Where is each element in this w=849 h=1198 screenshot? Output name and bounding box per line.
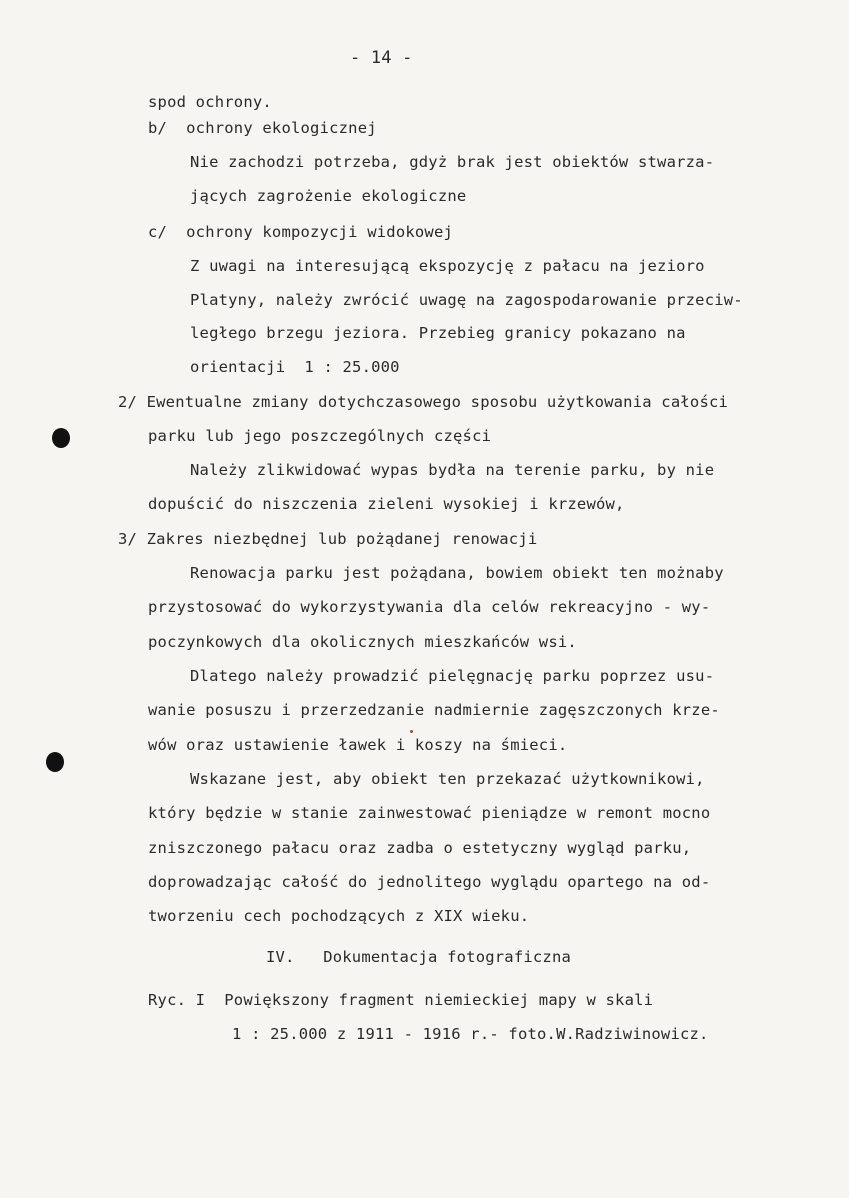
text-line: 3/ Zakres niezbędnej lub pożądanej renowacji	[118, 530, 538, 548]
text-line: 2/ Ewentualne zmiany dotychczasowego sposobu użytkowania całości	[118, 393, 729, 411]
text-line: Ryc. I Powiększony fragment niemieckiej mapy w skali	[148, 991, 654, 1009]
text-line: który będzie w stanie zainwestować pieniądze w remont mocno	[148, 804, 711, 822]
text-line: Dlatego należy prowadzić pielęgnację parku poprzez usu-	[190, 667, 715, 685]
text-line: orientacji 1 : 25.000	[190, 358, 400, 376]
text-line: doprowadzając całość do jednolitego wyglądu opartego na od-	[148, 873, 711, 891]
text-line: jących zagrożenie ekologiczne	[190, 187, 467, 205]
text-line: dopuścić do niszczenia zieleni wysokiej i krzewów,	[148, 495, 625, 513]
text-line: przystosować do wykorzystywania dla celów rekreacyjno - wy-	[148, 598, 711, 616]
text-line: poczynkowych dla okolicznych mieszkańców wsi.	[148, 633, 577, 651]
text-line: wanie posuszu i przerzedzanie nadmiernie zagęszczonych krze-	[148, 701, 720, 719]
punch-hole	[52, 428, 70, 448]
text-line: Wskazane jest, aby obiekt ten przekazać użytkownikowi,	[190, 770, 705, 788]
text-line: parku lub jego poszczególnych części	[148, 427, 492, 445]
text-line: Z uwagi na interesującą ekspozycję z pałacu na jezioro	[190, 257, 705, 275]
ink-mark	[410, 730, 413, 733]
text-line: tworzeniu cech pochodzących z XIX wieku.	[148, 907, 530, 925]
text-line: Nie zachodzi potrzeba, gdyż brak jest obiektów stwarza-	[190, 153, 715, 171]
text-line: Platyny, należy zwrócić uwagę na zagospodarowanie przeciw-	[190, 291, 743, 309]
text-line: b/ ochrony ekologicznej	[148, 119, 377, 137]
text-line: spod ochrony.	[148, 93, 272, 111]
text-line: ległego brzegu jeziora. Przebieg granicy pokazano na	[190, 324, 686, 342]
section-heading: IV. Dokumentacja fotograficzna	[266, 948, 572, 966]
text-line: Renowacja parku jest pożądana, bowiem obiekt ten możnaby	[190, 564, 724, 582]
punch-hole	[46, 752, 64, 772]
text-line: 1 : 25.000 z 1911 - 1916 r.- foto.W.Radziwinowicz.	[232, 1025, 709, 1043]
text-line: Należy zlikwidować wypas bydła na terenie parku, by nie	[190, 461, 715, 479]
text-line: wów oraz ustawienie ławek i koszy na śmieci.	[148, 736, 568, 754]
text-line: zniszczonego pałacu oraz zadba o estetyczny wygląd parku,	[148, 839, 692, 857]
text-line: c/ ochrony kompozycji widokowej	[148, 223, 454, 241]
page-number: - 14 -	[350, 48, 413, 68]
